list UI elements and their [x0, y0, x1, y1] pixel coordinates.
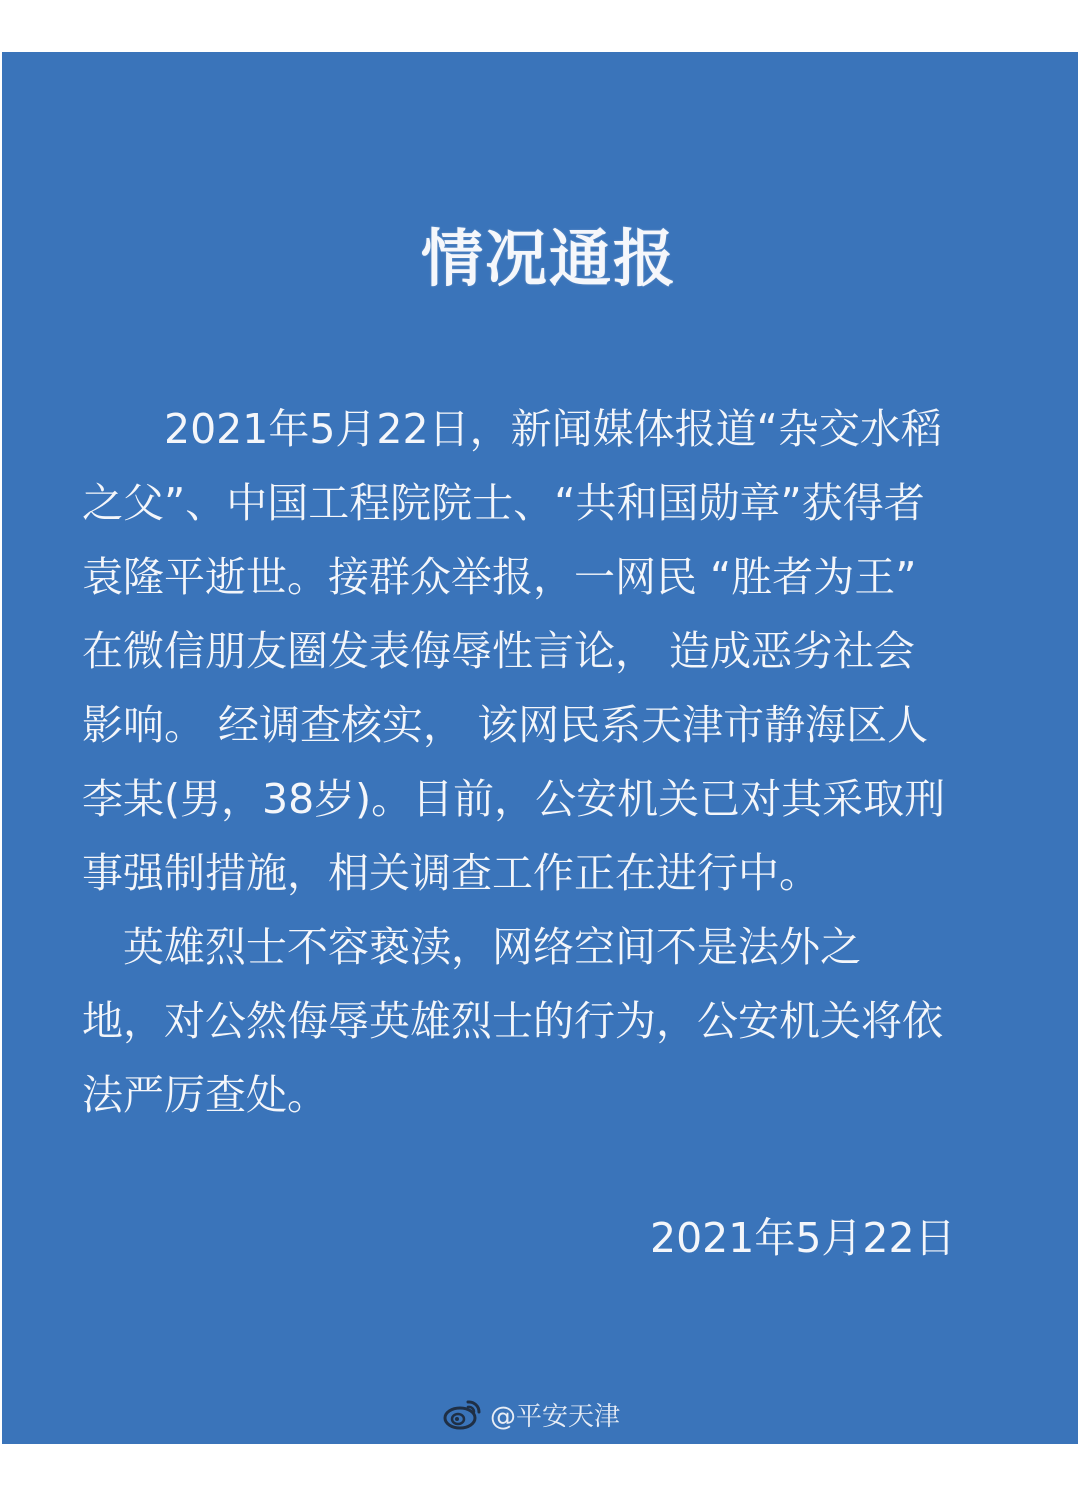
body-line: 地，对公然侮辱英雄烈士的行为，公安机关将依 [82, 997, 943, 1045]
body-line: 李某(男，38岁)。目前，公安机关已对其采取刑 [82, 775, 946, 823]
body-line: 法严厉查处。 [82, 1071, 328, 1119]
notice-card [2, 52, 1078, 1444]
notice-date: 2021年5月22日 [650, 1214, 956, 1262]
notice-body [82, 392, 1018, 1132]
body-line: 袁隆平逝世。接群众举报，一网民 “胜者为王” [82, 553, 917, 601]
body-line: 英雄烈士不容亵渎，网络空间不是法外之 [82, 923, 861, 971]
body-line: 影响。 经调查核实， 该网民系天津市静海区人 [82, 701, 929, 749]
weibo-icon [442, 1396, 484, 1432]
weibo-handle: @平安天津 [490, 1401, 621, 1432]
body-line: 2021年5月22日，新闻媒体报道“杂交水稻 [82, 405, 942, 453]
body-line: 在微信朋友圈发表侮辱性言论， 造成恶劣社会 [82, 627, 916, 675]
notice-title: 情况通报 [420, 222, 677, 295]
body-line: 之父”、中国工程院院士、“共和国勋章”获得者 [82, 479, 925, 527]
body-line: 事强制措施，相关调查工作正在进行中。 [82, 849, 820, 897]
weibo-watermark [442, 1394, 620, 1434]
